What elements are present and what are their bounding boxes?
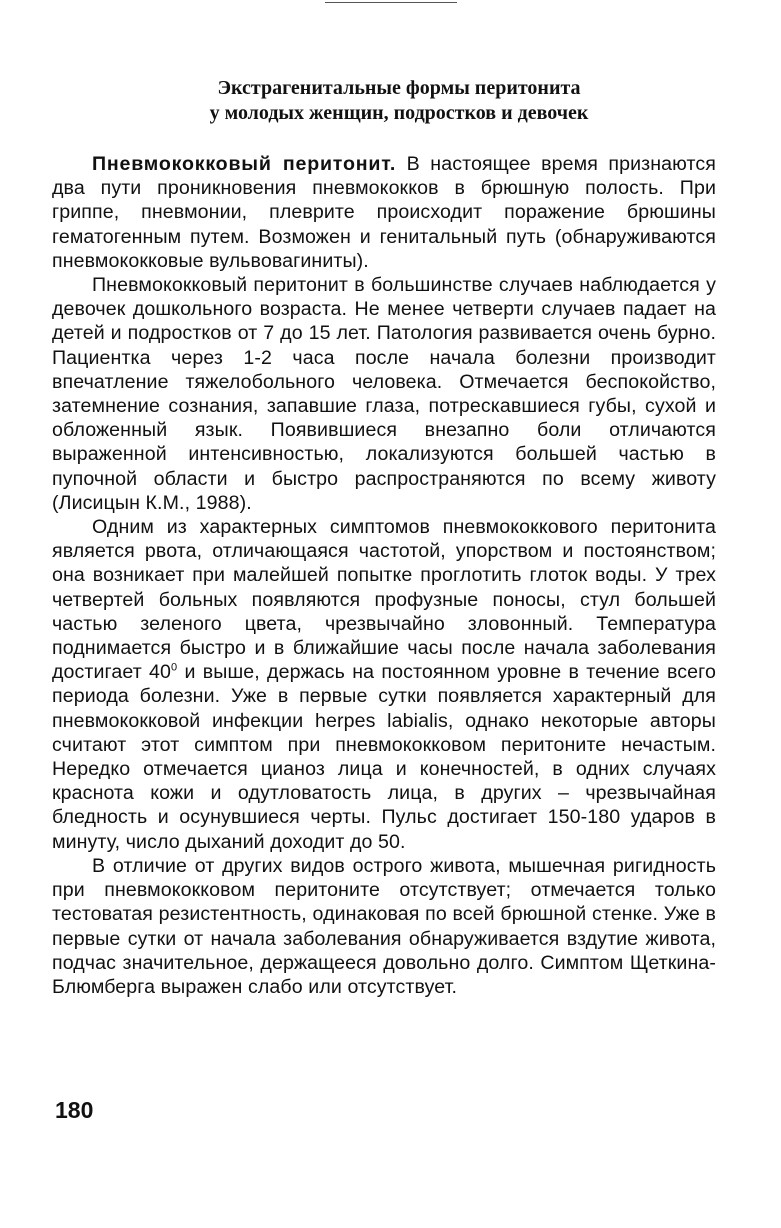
paragraph-1 [52,152,716,273]
page-body [52,76,716,999]
paragraph-4: В отличие от других видов острого живота, мышечная ригидность при пневмококковом перитоните отсутствует; отмечается только тестоватая резистентность, одинаковая по всей брюшной стенке. Уже в первые сутки от начала заболевания обнаруживается вздутие живота, подчас значительное, держащееся довольно долго. Симптом Щеткина-Блюмберга выражен слабо или отсутствует. [52,854,716,998]
paragraph-3-text-a: Одним из характерных симптомов пневмококкового перитонита является рвота, отличающаяся частотой, упорством и постоянством; она возникает при малейшей попытке проглотить глоток воды. У трех четвертей больных появляются профузные поносы, стул большей частью зеленого цвета, чрезвычайно зловонный. Температура поднимается быстро и в ближайшие часы после начала заболевания достигает 40 [52,516,716,684]
paragraph-3-text-b: и выше, держась на постоянном уровне в течение всего периода болезни. Уже в первые сутки появляется характерный для пневмококковой инфекции herpes labialis, однако некоторые авторы считают этот симптом при пневмококковом перитоните нечастым. Нередко отмечается цианоз лица и конечностей, в одних случаях краснота кожи и одутловатость лица, в других – чрезвычайная бледность и осунувшиеся черты. Пульс достигает 150-180 ударов в минуту, число дыханий доходит до 50. [52,661,716,853]
paragraph-2: Пневмококковый перитонит в большинстве случаев наблюдается у девочек дошкольного возраста. Не менее четверти случаев падает на детей и подростков от 7 до 15 лет. Патология развивается очень бурно. Пациентка через 1-2 часа после начала болезни производит впечатление тяжелобольного человека. Отмечается беспокойство, затемнение сознания, запавшие глаза, потрескавшиеся губы, сухой и обложенный язык. Появившиеся внезапно боли отличаются выраженной интенсивностью, локализуются большей частью в пупочной области и быстро распространяются по всему животу (Лисицын К.М., 1988). [52,274,716,514]
paragraph-1-text: В настоящее время признаются два пути проникновения пневмококков в брюшную полость. При гриппе, пневмонии, плеврите происходит поражение брюшины гематогенным путем. Возможен и генитальный путь (обнаруживаются пневмококковые вульвовагиниты). [52,153,717,272]
section-title-line-2: у молодых женщин, подростков и девочек [209,102,589,124]
top-rule-divider [325,2,457,3]
paragraph-3 [52,515,716,854]
section-title-line-1: Экстрагенитальные формы перитонита [217,77,581,99]
section-title [52,76,716,126]
run-in-heading: Пневмококковый перитонит. [92,153,397,175]
page-number: 180 [55,1097,94,1123]
degree-superscript: 0 [171,661,178,674]
